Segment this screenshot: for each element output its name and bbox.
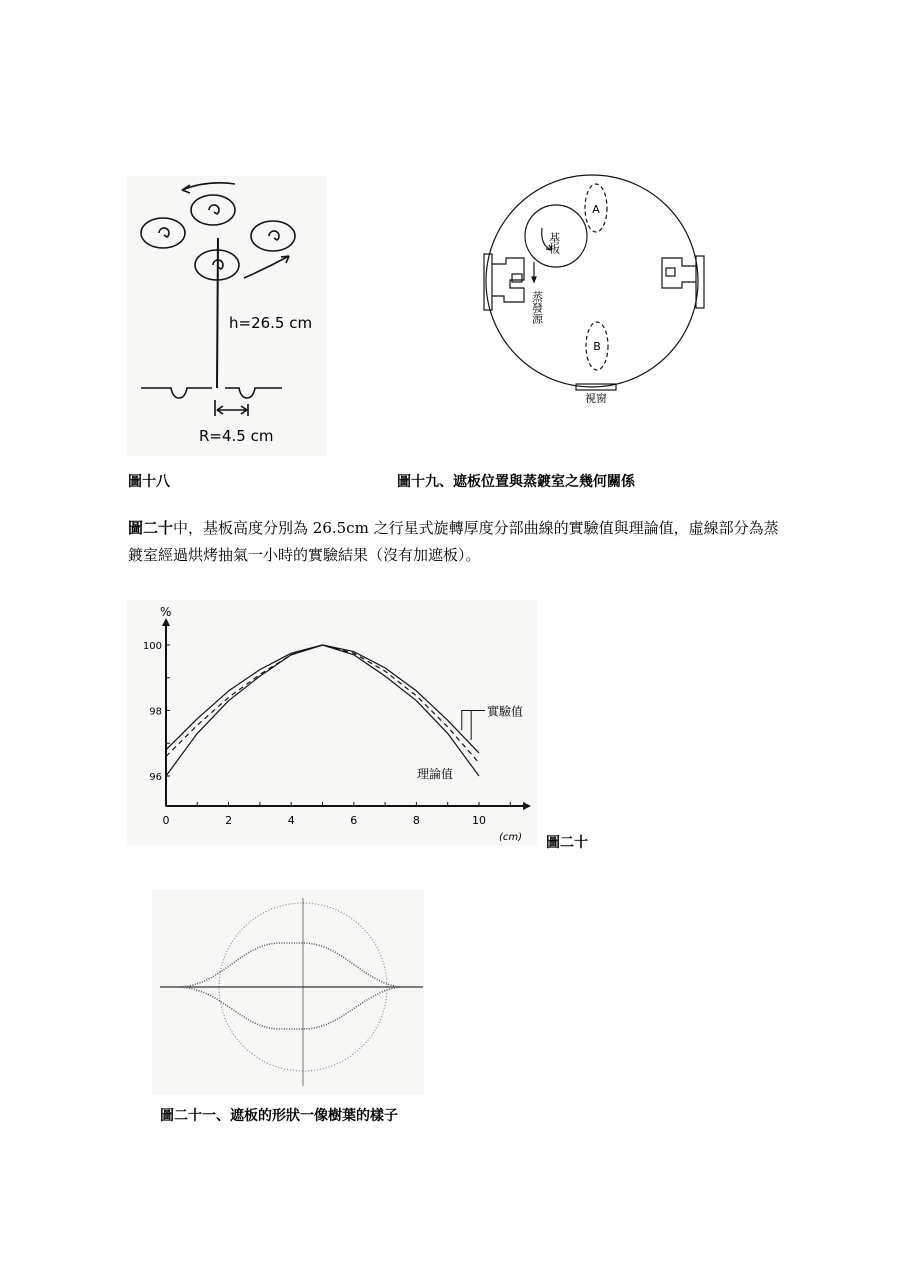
y-axis-label: % [160, 605, 172, 619]
planetary-rotation-diagram [127, 176, 327, 456]
height-label: h=26.5 cm [229, 314, 313, 332]
series-line-0 [166, 645, 479, 753]
y-tick-label: 96 [149, 772, 162, 783]
substrate-label: 基板 [547, 232, 561, 254]
figure-20-caption: 圖二十 [546, 835, 588, 851]
y-tick-label: 100 [142, 641, 162, 652]
x-tick-label: 8 [412, 814, 420, 827]
x-tick-label: 2 [225, 814, 233, 827]
experimental-leader-line [462, 711, 485, 740]
figure-reference: 圖二十 [128, 519, 174, 537]
leaf-shutter-shape [180, 943, 400, 1029]
figure-19 [470, 168, 720, 408]
rotation-arrow-top [182, 183, 235, 190]
x-tick-label: 10 [472, 814, 486, 827]
x-tick-label: 0 [162, 814, 170, 827]
body-paragraph [128, 515, 788, 569]
figure-21 [152, 890, 424, 1095]
substrate-holder [191, 195, 235, 225]
series-line-1 [166, 645, 479, 763]
figure-21-caption: 圖二十一、遮板的形狀一像樹葉的樣子 [160, 1108, 398, 1124]
position-b-label: B [593, 340, 601, 353]
x-tick-label: 4 [287, 814, 295, 827]
theoretical-annotation: 理論值 [417, 767, 454, 781]
x-tick-label: 6 [350, 814, 358, 827]
y-tick-label: 98 [149, 706, 162, 718]
x-axis-label: (cm) [499, 832, 523, 843]
figure-18-caption: 圖十八 [128, 474, 170, 490]
x-axis-arrow [523, 802, 531, 810]
source-label: 蒸發源 [530, 291, 544, 324]
paragraph-text: 中，基板高度分別為 26.5cm 之行星式旋轉厚度分部曲線的實驗值與理論值，虛線部分為蒸鍍室經過烘烤抽氣一小時的實驗結果（沒有加遮板）。 [128, 519, 779, 564]
position-a-label: A [592, 203, 600, 216]
axis-line [217, 238, 218, 388]
y-axis-arrow [162, 618, 170, 626]
radius-label: R=4.5 cm [199, 427, 274, 445]
window-label: 視窗 [585, 392, 607, 405]
substrate-holder [251, 221, 295, 251]
chamber-geometry-diagram [470, 168, 720, 408]
figure-20 [127, 600, 537, 845]
experimental-annotation: 實驗值 [487, 704, 524, 719]
thickness-distribution-chart [127, 600, 537, 845]
leaf-shaped-shutter-diagram [152, 890, 424, 1095]
figure-19-caption: 圖十九、遮板位置與蒸鍍室之幾何關係 [397, 474, 635, 490]
figure-18 [127, 176, 327, 456]
substrate-holder [141, 218, 185, 248]
rotation-arrow-bottom [244, 256, 289, 278]
